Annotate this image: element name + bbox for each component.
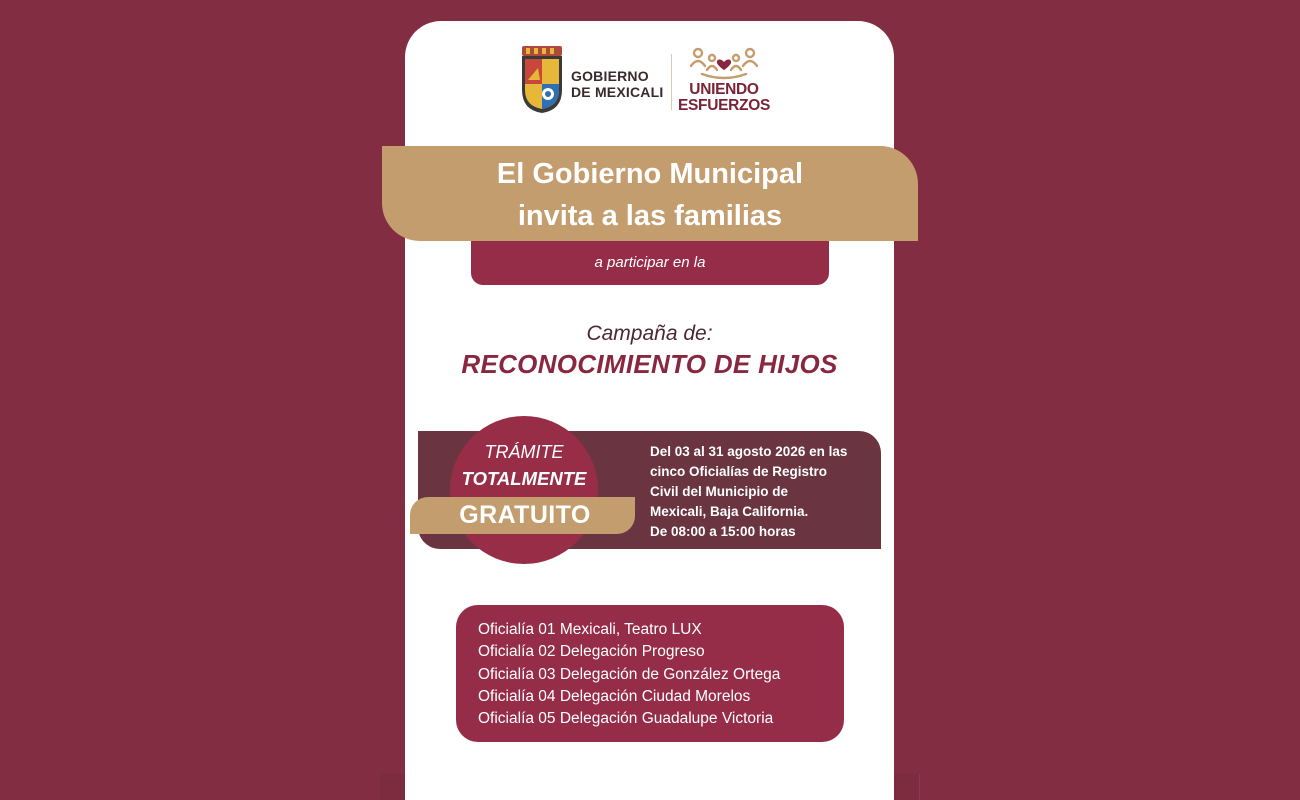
- free-badge-circle: [450, 416, 598, 564]
- header-line1: El Gobierno Municipal: [496, 158, 804, 190]
- campaign-details: [650, 442, 880, 542]
- logo-row: [520, 44, 780, 116]
- campaign-label: Campaña de:: [586, 322, 713, 345]
- government-logo-line1: GOBIERNO: [571, 68, 649, 84]
- office-item: Oficialía 01 Mexicali, Teatro LUX: [478, 621, 702, 638]
- office-item: Oficialía 02 Delegación Progreso: [478, 643, 705, 661]
- badge-line3: GRATUITO: [459, 501, 591, 529]
- badge-line2: TOTALMENTE: [461, 468, 587, 489]
- offices-list: [456, 605, 844, 730]
- campaign-logo-text: [672, 82, 776, 114]
- government-logo-text: [571, 68, 663, 100]
- campaign-logo: [672, 44, 774, 116]
- office-item: Oficialía 04 Delegación Ciudad Morelos: [478, 687, 751, 705]
- header-banner: [382, 146, 918, 241]
- office-item: Oficialía 05 Delegación Guadalupe Victoria: [478, 710, 774, 728]
- badge-line1: TRÁMITE: [484, 442, 564, 462]
- details-line: De 08:00 a 15:00 horas: [650, 524, 796, 539]
- details-line: Mexicali, Baja California.: [650, 504, 809, 519]
- office-item: Oficialía 03 Delegación de González Ortega: [478, 665, 781, 683]
- government-logo-line2: DE MEXICALI: [571, 84, 664, 100]
- family-hearts-icon: [688, 44, 760, 80]
- header-subtitle: a participar en la: [594, 254, 706, 271]
- header-line2: invita a las familias: [517, 200, 783, 232]
- details-line: Del 03 al 31 agosto 2026 en las: [650, 444, 848, 459]
- details-line: Civil del Municipio de: [650, 484, 789, 499]
- mexicali-coat-of-arms-icon: [520, 46, 564, 114]
- campaign-title: RECONOCIMIENTO DE HIJOS: [461, 349, 838, 379]
- campaign-logo-line1: UNIENDO: [689, 81, 759, 98]
- campaign-logo-line2: ESFUERZOS: [677, 97, 771, 114]
- details-line: cinco Oficialías de Registro: [650, 464, 828, 479]
- offices-box: [456, 605, 844, 742]
